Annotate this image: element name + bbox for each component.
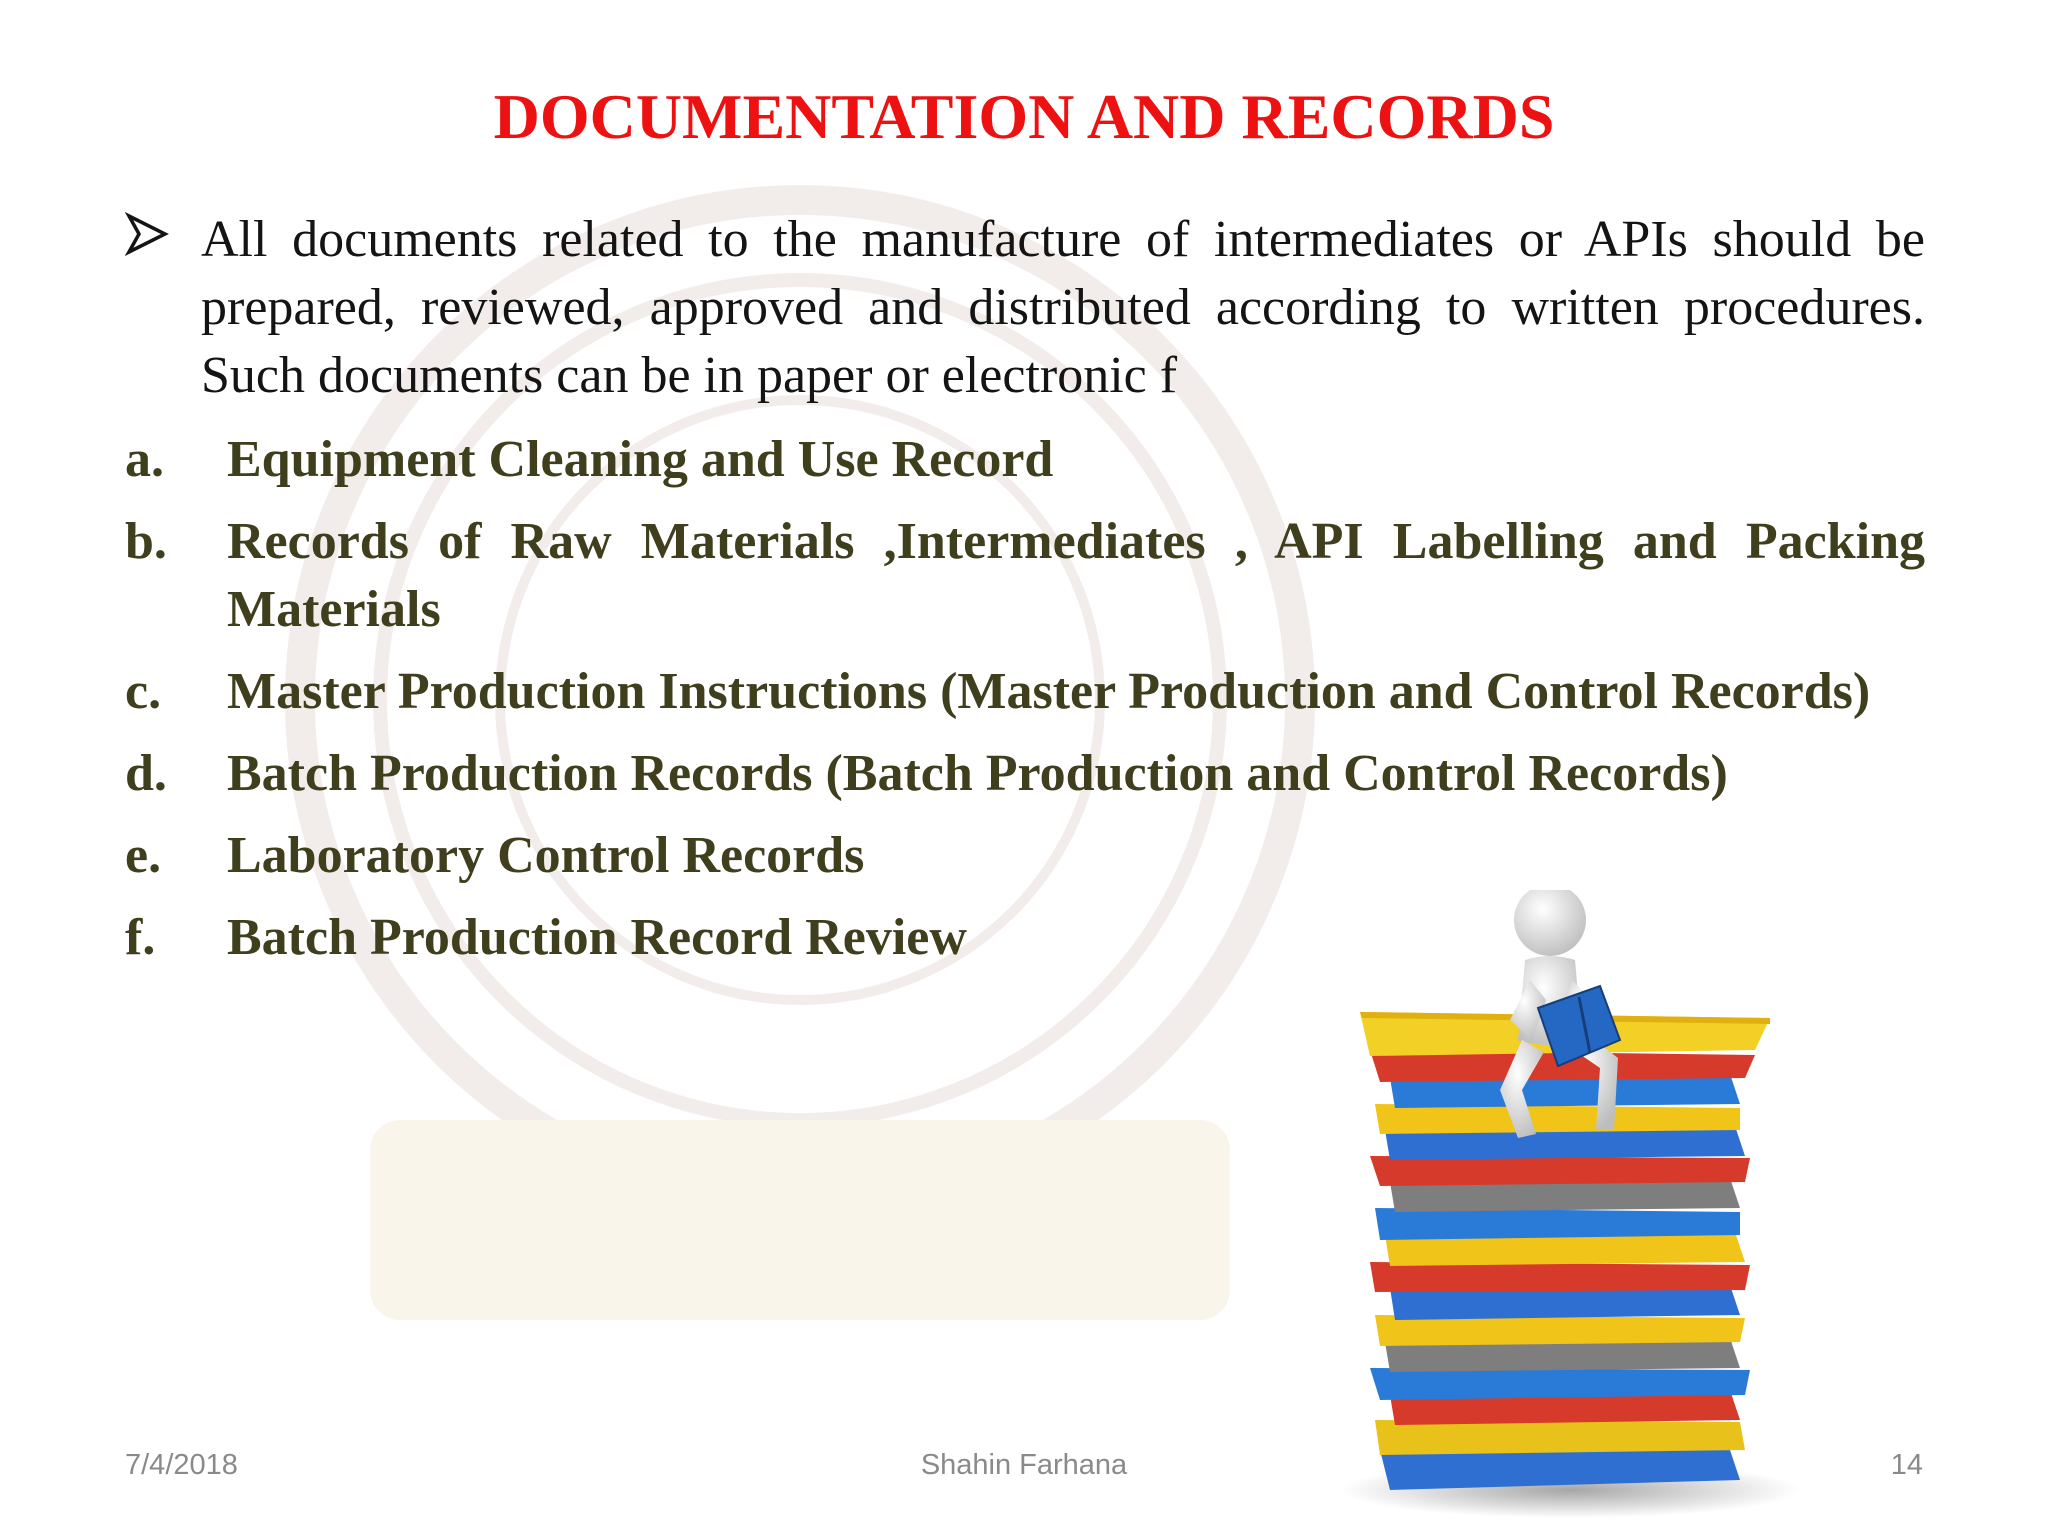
list-marker: d. xyxy=(125,745,167,802)
intro-text: All documents related to the manufacture of intermediates or APIs should be prepared, reviewed, approved and distributed according to written procedures. Such documents can be in paper or electronic f xyxy=(201,211,1925,404)
person-reading-on-file-stack-icon xyxy=(1300,890,1860,1530)
list-item xyxy=(125,822,1925,890)
list-marker: c. xyxy=(125,663,162,720)
footer-author: Shahin Farhana xyxy=(920,1449,1128,1481)
list-item xyxy=(125,658,1925,726)
list-item xyxy=(125,740,1925,808)
list-item xyxy=(125,426,1925,494)
list-item-label: Master Production Instructions (Master Production and Control Records) xyxy=(227,663,1871,720)
list-marker: f. xyxy=(125,909,156,966)
list-marker: e. xyxy=(125,827,162,884)
list-item xyxy=(125,508,1925,644)
list-item-label: Records of Raw Materials ,Intermediates , API Labelling and Packing Materials xyxy=(227,513,1925,638)
page-number: 14 xyxy=(1890,1449,1923,1481)
list-marker: a. xyxy=(125,431,164,488)
list-item-label: Batch Production Records (Batch Production and Control Records) xyxy=(227,745,1728,802)
slide-title: DOCUMENTATION AND RECORDS xyxy=(493,81,1555,152)
list-item-label: Equipment Cleaning and Use Record xyxy=(227,431,1054,488)
arrowhead-bullet-icon xyxy=(125,212,169,256)
list-marker: b. xyxy=(125,513,167,570)
list-item-label: Batch Production Record Review xyxy=(227,909,967,966)
list-item-label: Laboratory Control Records xyxy=(227,827,865,884)
footer-date: 7/4/2018 xyxy=(125,1449,238,1481)
